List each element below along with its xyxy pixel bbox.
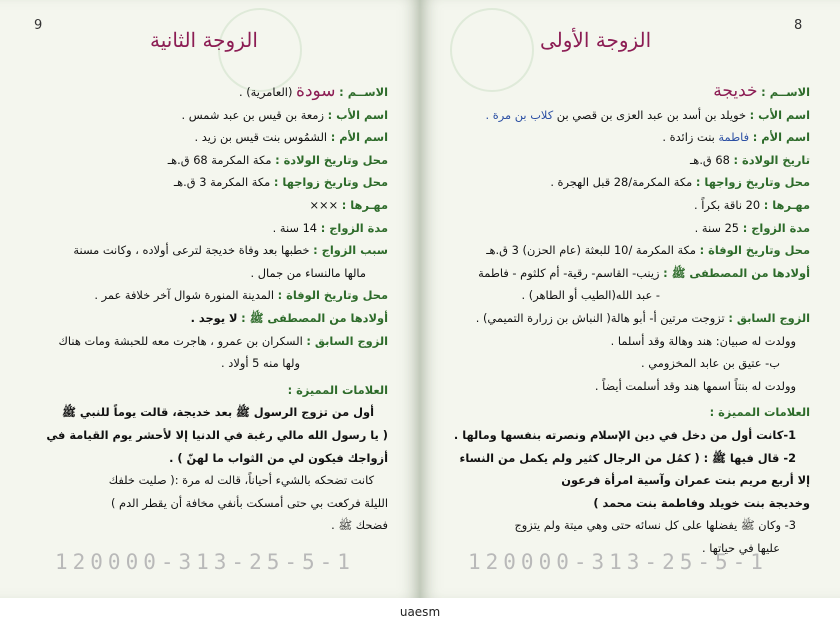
father-value: خويلد بن أسد بن عبد العزى بن قصي بن: [556, 107, 747, 122]
name-extra: (العامرية) .: [239, 85, 293, 99]
features-heading: العلامات المميزة :: [287, 382, 388, 397]
children-value: زينب- القاسم- رقية- أم كلثوم - فاطمة: [478, 265, 660, 280]
mother-label: اسم الأم :: [330, 130, 388, 145]
previous-husband-value-continued: ب- عتيق بن عابد المخزومي .: [641, 356, 780, 371]
previous-husband-label: الزوج السابق :: [306, 333, 388, 348]
dowry-value: ×××: [309, 197, 339, 212]
death-value: مكة المكرمة /10 للبعثة (عام الحزن) 3 ق.هـ: [486, 243, 697, 258]
page-number: 8: [794, 18, 803, 33]
father-label: اسم الأب :: [749, 107, 810, 122]
profile-content: [18, 80, 388, 537]
mother-highlight: فاطمة: [718, 130, 750, 145]
duration-row: [18, 217, 388, 240]
death-label: محل وتاريخ الوفاة :: [699, 243, 810, 258]
previous-husband-row-continued: [438, 352, 810, 375]
feature-line: أول من تزوج الرسول ﷺ بعد خديجة، قالت يوماً للنبي ﷺ: [62, 405, 374, 420]
birth-label: تاريخ الولادة :: [733, 152, 810, 167]
feature-line: أزواجك فيكون لي من الثواب ما لهنّ ) .: [169, 450, 388, 465]
name-label: الاســم :: [339, 85, 388, 99]
feature-line: ( يا رسول الله مالي رغبة في الدنيا إلا لأحشر يوم القيامة في: [46, 427, 388, 442]
feature-line: الليلة فركعت بي حتى أمسكت بأنفي مخافة أن يقطر الدم ): [110, 495, 388, 510]
children-label: أولادها من المصطفى ﷺ :: [241, 310, 388, 325]
previous-husband-value: تزوجت مرتين أ- أبو هالة( النباش بن زرارة التميمي) .: [475, 310, 725, 325]
birth-label: محل وتاريخ الولادة :: [275, 152, 388, 167]
feature-line: عليها في حياتها .: [702, 540, 780, 555]
death-label: محل وتاريخ الوفاة :: [277, 288, 388, 303]
page-number: 9: [34, 18, 43, 33]
feature-line: 2- قال فيها ﷺ : ( كمُل من الرجال كثير ولم يكمل من النساء: [459, 450, 796, 465]
children-value: لا يوجد .: [190, 310, 238, 325]
marriage-label: محل وتاريخ زواجها :: [695, 175, 810, 190]
marriage-row: [18, 171, 388, 194]
father-row: [18, 104, 388, 127]
reason-label: سبب الزواج :: [313, 243, 388, 258]
reason-value-continued: مالها مالنساء من جمال .: [250, 265, 366, 280]
serial-number: 120000-313-25-5-1: [468, 550, 768, 574]
feature-line: 1-كانت أول من دخل في دين الإسلام ونصرته بنفسها ومالها .: [453, 427, 796, 442]
previous-husband-value-continued: وولدت له صبيان: هند وهالة وقد أسلما .: [610, 333, 796, 348]
previous-husband-value-continued: ولها منه 5 أولاد .: [221, 356, 300, 371]
previous-husband-row-continued: [18, 352, 388, 375]
profile-content: [438, 80, 810, 559]
children-row: [18, 307, 388, 330]
reason-row-continued: [18, 262, 388, 285]
name-value: سودة: [296, 81, 336, 101]
name-row: [18, 80, 388, 104]
name-label: الاســم :: [761, 85, 810, 99]
left-page: [0, 0, 421, 598]
feature-line: وخديجة بنت خويلد وفاطمة بنت محمد ): [593, 495, 810, 510]
father-value: زمعة بن قيس بن عبد شمس .: [181, 107, 325, 122]
page-title: الزوجة الأولى: [540, 28, 652, 52]
dowry-label: مهـرها :: [763, 197, 810, 212]
father-highlight: كلاب بن مرة .: [485, 107, 554, 122]
mother-value: الشمُوس بنت قيس بن زيد .: [194, 130, 328, 145]
duration-value: 25 سنة .: [694, 220, 740, 235]
feature-line: إلا أربع مريم بنت عمران وآسية امرأة فرعون: [561, 473, 810, 488]
reason-value: خطبها بعد وفاة خديجة لترعى أولاده ، وكانت مسنة: [73, 243, 310, 258]
previous-husband-row-continued: [438, 375, 810, 398]
mother-row: [438, 126, 810, 149]
name-value: خديجة: [713, 81, 758, 101]
children-row-continued: [438, 284, 810, 307]
reason-row: [18, 239, 388, 262]
previous-husband-label: الزوج السابق :: [728, 310, 810, 325]
duration-label: مدة الزواج :: [742, 220, 810, 235]
marriage-value: مكة المكرمة 3 ق.هـ: [173, 175, 271, 190]
dowry-value: 20 ناقة بكراً .: [694, 197, 761, 212]
death-value: المدينة المنورة شوال آخر خلافة عمر .: [94, 288, 275, 303]
marriage-value: مكة المكرمة/28 قبل الهجرة .: [550, 175, 693, 190]
children-row: [438, 262, 810, 285]
previous-husband-row-continued: [438, 330, 810, 353]
dowry-label: مهـرها :: [341, 197, 388, 212]
children-value-continued: - عبد الله(الطيب أو الطاهر) .: [521, 288, 660, 303]
serial-number: 120000-313-25-5-1: [55, 550, 355, 574]
birth-row: [438, 149, 810, 172]
feature-line: كانت تضحكه بالشيء أحياناً، قالت له مرة :( صليت خلفك: [108, 473, 374, 488]
right-page: [420, 0, 840, 598]
page-title: الزوجة الثانية: [150, 28, 258, 52]
mother-row: [18, 126, 388, 149]
children-label: أولادها من المصطفى ﷺ :: [663, 265, 810, 280]
duration-row: [438, 217, 810, 240]
previous-husband-value: السكران بن عمرو ، هاجرت معه للحبشة ومات هناك: [58, 333, 303, 348]
birth-value: مكة المكرمة 68 ق.هـ: [167, 152, 272, 167]
death-row: [18, 284, 388, 307]
mother-label: اسم الأم :: [752, 130, 810, 145]
death-row: [438, 239, 810, 262]
birth-value: 68 ق.هـ: [689, 152, 730, 167]
dowry-row: [438, 194, 810, 217]
father-row: [438, 104, 810, 127]
dowry-row: [18, 194, 388, 217]
marriage-label: محل وتاريخ زواجها :: [273, 175, 388, 190]
duration-value: 14 سنة .: [272, 220, 318, 235]
name-row: [438, 80, 810, 104]
previous-husband-row: [438, 307, 810, 330]
duration-label: مدة الزواج :: [320, 220, 388, 235]
features-heading: العلامات المميزة :: [709, 405, 810, 420]
previous-husband-row: [18, 330, 388, 353]
birth-row: [18, 149, 388, 172]
footer-watermark: uaesm: [0, 598, 840, 626]
marriage-row: [438, 171, 810, 194]
feature-line: فضحك ﷺ .: [331, 518, 388, 533]
feature-line: 3- وكان ﷺ يفضلها على كل نسائه حتى وهي ميتة ولم يتزوج: [514, 518, 796, 533]
father-label: اسم الأب :: [327, 107, 388, 122]
mother-value: بنت زائدة .: [662, 130, 715, 145]
previous-husband-value-continued: وولدت له بنتاً اسمها هند وقد أسلمت أيضاً .: [594, 378, 796, 393]
